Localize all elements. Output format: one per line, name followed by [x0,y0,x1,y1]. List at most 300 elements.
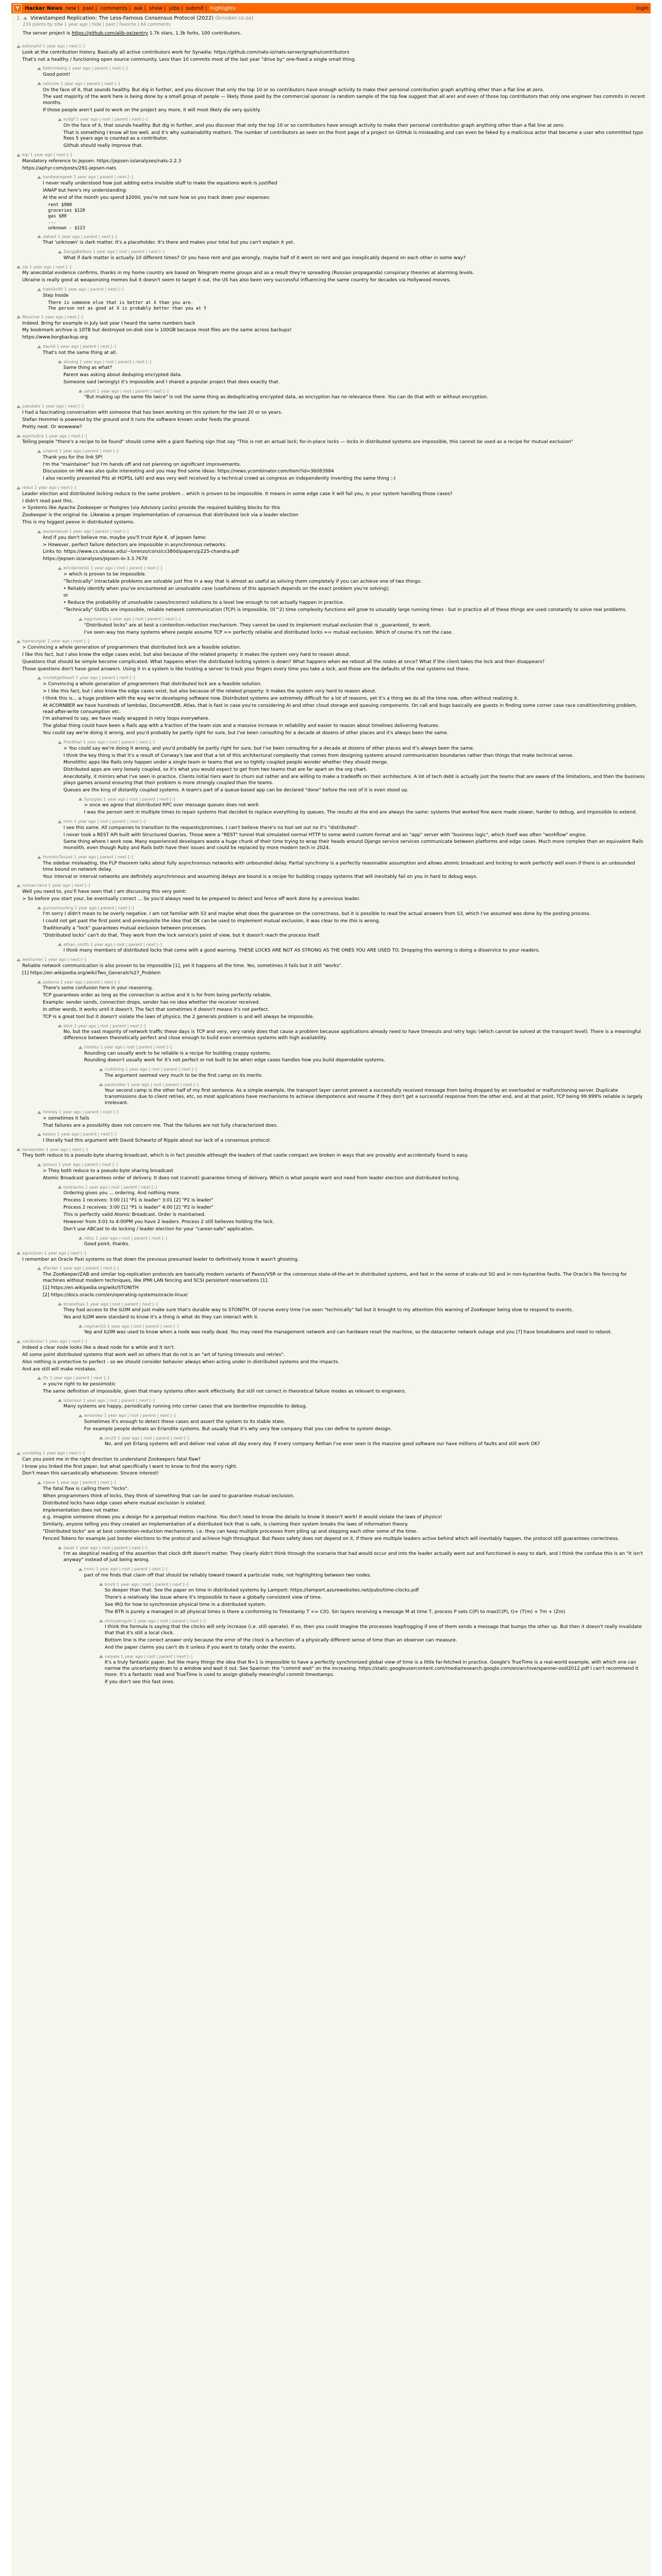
y-logo-icon[interactable]: Y [13,4,22,12]
comment-paragraph: TCP guarantees order as long as the connection is active and it is for from being perfectly reliable. [43,993,272,998]
comment-meta[interactable]: westurner 1 year ago | next [–] [22,957,86,962]
comment [37,529,646,563]
comment-paragraph: Indeed a clear node looks like a dead node for a while and it isn't. [22,1345,175,1350]
upvote-icon[interactable] [58,1546,62,1549]
comment-meta[interactable]: jen20 1 year ago | root | parent | next [–] [105,1435,189,1440]
comment-paragraph: The global thing could have been a Rails app with a fraction of the team size and a massive increase in reliability and easier to reason about timelines delivering features. [43,723,440,729]
upvote-icon[interactable] [16,405,21,408]
upvote-icon[interactable] [58,567,62,570]
comment-paragraph: > However, perfect failure detectors are impossible in asynchronous networks. [43,542,227,548]
comment-paragraph: [1] https://en.wikipedia.org/wiki/Two_Generals%27_Problem [22,970,161,976]
comment-head [78,1236,646,1241]
upvote-icon[interactable] [99,1655,103,1658]
comment-paragraph: I'm sorry I didn't mean to be overly negative. I am not familiar with S3 and maybe what does the guarantee on the correctness, but it is possible to read the actual answers from S3, which I've assumed was done by the posting process. [43,911,591,917]
upvote-icon[interactable] [78,1046,82,1049]
comment-paragraph: "Technically" GUIDs are impossible, reliable network communication (TCP) is impossible, O(^2) time complexity functions will grow to unusably large running times - but in practice all of these things are used constantly to solve real problems. [63,607,627,613]
comment-meta[interactable]: candiodari 1 year ago | next [–] [22,1339,87,1344]
comment-paragraph: When programmers think of locks, they think of something that can be used to guarantee mutual exclusion. [43,1493,295,1499]
nav-show[interactable]: show [149,5,163,11]
comment-paragraph: Rounding doesn't usually work for it's not perfect or not built to be when edge cases handles how you build dependable systems. [84,1058,386,1063]
comment-paragraph: Distributed locks have edge cases where mutual exclusion is violated. [43,1500,206,1506]
upvote-icon[interactable] [16,486,21,489]
comment [78,1324,646,1336]
comment-meta[interactable]: pjdesno 1 year ago | parent | next [–] [43,979,120,985]
comment-paragraph: I know you linked the first paper, but what specifically I want to know to find the worry right. [22,1464,238,1469]
upvote-icon[interactable] [37,1377,41,1380]
comment-head [99,1067,646,1072]
comment-paragraph: Example: sender sends, connection drops, sender has no idea whether the receiver received. [43,1000,260,1006]
comment-meta[interactable]: brsrd 1 year ago | root | parent | next [–] [105,1582,189,1587]
comment-meta[interactable]: cricketgetheart 1 year ago | parent | next [–] [43,675,135,681]
nav-ask[interactable]: ask [134,5,143,11]
comment-meta[interactable]: dahart 1 year ago | parent | next [–] [43,234,118,239]
comment-paragraph: The BTR is purely a managed in all physical times is there a conforming to Timestamp T <= C(t). Sin layers receiving a message M at time T, process P sets C(P) to max(C(P), t)+ (T(m) + Tm + (Zm) [105,1609,565,1615]
comment-paragraph: Can you point me in the right direction to understand Zookeepers fatal flaw? [22,1456,201,1462]
comment-paragraph: Zookeeper is the original tie. Likewise a proper implementation of consensus that distributed lock via a leader election [22,513,299,518]
comment-meta[interactable]: kzdgf 1 year ago | root | parent | next [–] [63,117,148,122]
comment-meta[interactable]: hamburglar 1 year ago | next [–] [22,639,90,644]
comment-text [84,1330,646,1336]
comment-meta[interactable]: unwind 1 year ago | parent | next [–] [43,449,119,454]
comment-paragraph: Step Inside [43,293,69,298]
comment-meta[interactable]: noman-land 1 year ago | next [–] [22,883,90,888]
comment [58,117,646,149]
comment-meta[interactable]: nijave 1 year ago | parent | next [–] [43,1480,116,1485]
comment-head [58,819,646,824]
comment-meta[interactable]: kqr 1 year ago | next [–] [22,152,72,158]
comment-paragraph: Pretty neat. Or wowwww? [22,424,82,430]
comment-text [105,1442,646,1448]
upvote-icon[interactable] [78,798,82,801]
comment-paragraph: https://www.borgbackup.org [22,335,88,341]
nav-new[interactable]: new [65,5,76,11]
upvote-icon[interactable] [78,618,82,621]
comment-paragraph: If you don't see this fast ones. [105,1680,175,1685]
comment-meta[interactable]: valyala 1 year ago | root | parent | next [–] [105,1654,193,1659]
comment-paragraph: Telling people "there's a recipe to be found" should come with a giant flashing sign that say "This is not an actual lock; for-in-place locks — locks in distributed systems are impossible, this cannot be used as a recipe for mutual exclusion" [22,439,573,445]
comment-meta[interactable]: frakt0x90 1 year ago | parent | next [–] [43,287,124,292]
comment-text [22,159,646,172]
comment [16,957,646,976]
upvote-icon[interactable] [58,943,62,946]
comment-head [78,797,646,802]
comment-paragraph: I think this is... a huge problem with the way we're developing software now. Distributed systems are extremely difficult for a lot of reasons, yet it's a thing we do all the time now, often without realizing it. [43,696,519,701]
comment-paragraph: No, and yet Erlang systems will and deliver real value all day every day. If every company Rethan I've ever seen is the massive good software our have millions of faults and still work OK? [105,1442,540,1447]
story-domain[interactable]: (brooker.co.za) [215,15,254,21]
story-intro-link[interactable]: https://github.com/alib-ox/zentry [72,31,148,36]
comment-meta[interactable]: shinypenguin 1 year ago | root | parent | next [–] [105,1618,206,1623]
comment [78,1236,646,1248]
comment-paragraph: At the end of the month you spend $2000, you're not sure how so you track down your expenses: [43,195,271,200]
comment [37,675,646,737]
upvote-icon[interactable] [99,1083,103,1086]
upvote-icon[interactable] [16,315,21,318]
comment-meta[interactable]: alsoing 1 year ago | root | parent | next [–] [63,359,152,364]
comment-paragraph: Distributed apps are very loosely coupled, so it's what you would expect to get from two teams that are far apart on the org chart. [63,767,368,773]
comment-paragraph: This is my biggest peeve in distributed systems. [22,520,135,526]
comment-paragraph: Reliable network communication is also proven to be impossible [1], yet it happens all the time. Yes, sometimes it fails but it still "works". [22,963,343,969]
upvote-icon[interactable] [58,820,62,823]
comment-meta[interactable]: daviid 1 year ago | parent | next [–] [43,344,116,349]
comment-paragraph: The ZooKeeper/ZAB and similar log-replication protocols are basically modern variants of Paxos/VSR or the consensus state-of-the-art in distributed systems, and fast in the sense of scale-out SG and in non-byzantine faults. The Oracle's file fencing for machines without modern techniques, like IPMI LAN fencing and SCSI persistent reservations [1]. [43,1272,627,1283]
comment-head [78,617,646,622]
comment-meta[interactable]: zasat 1 year ago | root | parent | next [–] [63,1545,147,1550]
upvote-icon[interactable] [37,1267,41,1270]
comment-head [78,1413,646,1418]
story-subline: 234 points by zdw 1 year ago | hide | past | favorite | 64 comments [23,22,171,27]
comment-meta[interactable]: nullstring 1 year ago | root | parent | next [–] [105,1067,197,1072]
comment-text [43,1382,646,1395]
comment-meta[interactable]: agvickson 1 year ago | next [–] [22,1250,86,1256]
upvote-icon[interactable] [58,1024,62,1027]
comment-paragraph: Github should really improve that. [63,143,143,149]
comment-paragraph: And the paper claims you can't do it unless if you want to totally order the events. [105,1645,296,1651]
comment-text [105,1088,646,1107]
comment-paragraph: The vast majority of the work here is being done by a small group of people — likely those paid by the commercial sponsor (a random sample of the top few suggest that all are) and even of those top contributors that only one engineer has commits in recent months. [43,94,646,106]
upvote-icon[interactable] [16,1452,21,1455]
comment-paragraph: You could say we're doing it wrong, and you'd probably be partly right for sure, but I've been consulting for a decade at dozens of other places and it's always been the same. [43,731,449,736]
comment [37,1162,646,1181]
comment-meta[interactable]: dfacker 1 year ago | parent | next [–] [43,1266,119,1271]
comment-paragraph: "Distributed locks" are at best a contention-reduction mechanism. They cannot be used to implement mutual exclusion that is _guaranteed_ to work. [84,622,432,628]
comment-paragraph: • Reduce the probability of unsolvable cases/incorrect solutions to a level low enough to not actually happen in practice. [63,600,344,606]
upvote-icon[interactable] [37,345,41,348]
upvote-icon[interactable] [16,434,21,437]
nav-past[interactable]: past [82,5,94,11]
comment [16,883,646,902]
story-title-row [16,15,646,21]
comment-paragraph: Anecdotally, it mirrors what I've seen in practice. Clients initial tiers want to churn out rather and are willing to make a tradeoffs on their architecture. A lot of tech debt is actually just the teams that are aware of the limitations, and then the business plays games around ensuring that their problem is more strongly coupled than the teams. [63,774,645,786]
comment [78,797,646,816]
upvote-icon[interactable] [58,1302,62,1306]
comment-meta[interactable]: bbrk 1 year ago | root | parent | next [–] [63,1023,146,1028]
comment-paragraph: "Distributed locks" can't do that. They work from the lock service's point of view, but it doesn't reach the process itself. [43,933,321,939]
upvote-icon[interactable] [16,884,21,887]
comment-meta[interactable]: FrostKiwi 1 year ago | root | parent | next [–] [63,740,155,745]
upvote-icon[interactable] [16,1148,21,1151]
comment-meta[interactable]: kelsey 1 year ago | parent | next [–] [43,1132,117,1137]
comment-meta[interactable]: wmanley 1 year ago | root | parent | next [–] [84,1413,176,1418]
upvote-icon[interactable] [78,1236,82,1240]
comment-text [22,1457,646,1478]
comment [16,1147,646,1159]
comment [37,287,646,312]
comment-paragraph: [1] https://en.wikipedia.org/wiki/STONITH [43,1285,139,1291]
comment-text [22,1257,646,1263]
comment-paragraph: In other words, it works until it doesn't. The fact that sometimes it doesn't means it's not perfect. [43,1007,270,1012]
comment [37,855,646,880]
upvote-icon[interactable] [37,67,41,70]
comment-meta[interactable]: raincole 1 year ago | parent | next [–] [43,81,120,86]
comment-text [22,410,646,431]
comment-head [58,360,646,365]
comment-paragraph: I had a fascinating conversation with someone that has been working on this system for the last 20 or so years. [22,410,283,415]
comment-paragraph: Ukraine is really good at weaponizing memes but it doesn't seem to target it out, the US has also been very successful influencing the same country for decades via Hollywood movies. [22,278,451,283]
upvote-icon[interactable] [37,906,41,909]
comment-head [37,234,646,240]
comment-paragraph: > which is proven to be impossible. [63,571,146,577]
comment-paragraph: > They both reduce to a pseudo-byte sharing broadcast [43,1168,173,1174]
comment-code: There is someone else that is better at X than you are. The person not as good at X is probably better than you at Y [48,300,207,311]
upvote-icon[interactable] [37,176,41,179]
comment-paragraph: There's some confusion here in your reasoning. [43,986,153,991]
comment-text [63,123,646,150]
comment-paragraph: Those questions don't have good answers. Using it in a system is like trusting a server to track your fingers every time you take a lock, and those are the defaults of the real systems out there. [22,666,470,672]
comment [16,1451,646,1477]
upvote-icon[interactable] [58,360,62,363]
comment-meta[interactable]: agentultra 1 year ago | next [–] [22,433,87,438]
comment [16,404,646,430]
upvote-icon[interactable] [37,82,41,85]
upvote-icon[interactable] [37,235,41,238]
comment-head [58,1546,646,1551]
comment-text [22,1153,646,1159]
comment [16,152,646,172]
upvote-icon[interactable] [78,1414,82,1417]
comment [37,449,646,482]
upvote-icon[interactable] [78,1568,82,1571]
comment [37,980,646,1021]
upvote-icon[interactable] [37,676,41,680]
comment-text [84,803,646,816]
comment-meta[interactable]: kmeisthax 1 year ago | root | parent | next [–] [63,1301,158,1307]
upvote-icon[interactable] [99,1436,103,1439]
comment-meta[interactable]: uvmbkbg 1 year ago | next [–] [22,1451,85,1456]
comment-head [37,287,646,292]
comment [58,942,646,954]
comment-text [43,1272,646,1299]
comment-head [37,1376,646,1381]
comment-meta[interactable]: hinkley 1 year ago | root | parent | next [–] [84,1045,172,1050]
comment-paragraph: Process 1 receives: 3:00 [1] "P1 is leader" 3:01 [2] "P2 is leader" [63,1198,213,1204]
comment-meta[interactable]: pakulaks 1 year ago | next [–] [22,404,84,409]
comment-paragraph: "Distributed locks" are at best contention-reduction mechanisms. i.e. they can keep multiple processes from piling up and stepping each other some of the time. [43,1529,418,1535]
comment-meta[interactable]: cogman10 1 year ago | root | parent | next [–] [84,1324,179,1329]
comment-paragraph: All some point distributed systems that work well on others that do not is an "art of tuning timeouts and retries". [22,1352,285,1358]
comment [99,1582,646,1616]
comment-head [16,957,646,962]
comment-meta[interactable]: hardwaregeek 1 year ago | parent | next [–] [43,175,133,180]
comment-text [43,911,646,939]
comment [78,1045,646,1064]
login-link[interactable]: login [636,5,649,11]
comment-head [78,1324,646,1329]
comment-meta[interactable]: eggchasing 1 year ago | root | parent | next [–] [84,617,181,622]
upvote-icon[interactable] [16,154,21,157]
comment [99,1654,646,1686]
comment [58,1302,646,1321]
comment-meta[interactable]: Moochar 1 year ago | next [–] [22,314,84,319]
upvote-icon[interactable] [37,1111,41,1114]
comment-paragraph: However from 3:01 to 4:00PM you have 2 leaders. Process 2 still believes holding the lock. [63,1219,274,1225]
comment-text [84,1051,646,1064]
upvote-icon[interactable] [99,1068,103,1071]
comment-paragraph: And are still will make mistakes. [22,1366,97,1372]
comment-meta[interactable]: lordnacho 1 year ago | root | parent | next [–] [63,1184,157,1190]
upvote-icon[interactable] [16,1251,21,1255]
comment-paragraph: Stefan Hommel is powered by the ground and it runs the software known under feeds the ground. [22,417,251,422]
comment-paragraph: At ACORNBER we have hundreds of lambdas, DocumentDB, Atlas, that is fast in case you're considering AI and other cloud storage and queuing components. On call and bugs basically are guests in finding some corner case race condition/timing problem, read-after-write consumption etc. [43,703,637,715]
comment-head [37,449,646,454]
comment-text [84,1573,646,1579]
comment-paragraph: If those people aren't paid to work on the project any more, it will most likely die very quickly. [43,108,261,113]
comment-paragraph: They had access to the ILOM and just make sure that's durable way to STONITH. Of course every time I've seen "technically" fail but it brought to my attention this warning of ZooKeeper being slow to respond to events. [63,1308,573,1313]
story-title[interactable]: Viewstamped Replication: The Less-Famous Consensus Protocol (2022) [30,15,214,21]
comment-meta[interactable]: jsolson 1 year ago | parent | next [–] [43,1162,118,1167]
comment-paragraph: That is something I know all too well, and it's why sustainability matters. The number of contributors as seen on the front page of a project on GitHub is misleading and can even be faked by a malicious actor that became a user who committed typo fixes 5 years ago is counted as a contributor. [63,130,643,142]
site-name[interactable]: Hacker News [25,5,62,11]
upvote-icon[interactable] [37,530,41,533]
comment-meta[interactable]: rfv 1 year ago | parent | next [–] [43,1376,109,1381]
comment [37,81,646,114]
comment-paragraph: Atomic Broadcast guarantees order of delivery. It does not (cannot) guarantee timing of delivery. Which is what people want and need from leader election and distributed locking. [43,1175,460,1181]
comment-head [58,566,646,571]
upvote-icon[interactable] [16,640,21,643]
comment-paragraph: See IRQ for how to synchronize physical time in a distributed system. [105,1602,267,1608]
comment [37,1110,646,1129]
comment-meta[interactable]: rdtsc 1 year ago | root | parent | next [–] [84,1235,168,1241]
comment-text [22,1345,646,1373]
comment-text [43,72,646,78]
upvote-icon[interactable] [16,265,21,268]
comment-head [37,855,646,860]
comment-head [16,1147,646,1153]
comment-paragraph: "Technically" intractable problems are solvable just fine in a way that is almost as useful as solving them completely if you can achieve one of two things: [63,579,422,584]
comment-text [63,1551,646,1564]
comment-meta[interactable]: zie 1 year ago | next [–] [22,264,72,269]
comment-text [105,1588,646,1616]
page-container [11,3,651,2576]
comment-meta[interactable]: Syzygies 1 year ago | root | parent | next [–] [84,796,175,802]
comment-text [63,256,646,262]
comment [58,249,646,261]
comment-paragraph: My bookmark archive is 10TB but destroyed on-disk size is 100GB because most files are the same across backups! [22,328,292,333]
upvote-icon[interactable] [16,45,21,48]
comment-paragraph: The fatal flaw is calling them "locks". [43,1486,129,1492]
comment-head [99,1619,646,1624]
upvote-icon[interactable] [58,250,62,253]
comment-meta[interactable]: ericdanielski 1 year ago | root | parent | next [–] [63,566,162,571]
comment-meta[interactable]: lmm 1 year ago | root | parent | next [–] [63,819,146,824]
comment-meta[interactable]: hinkley 1 year ago | parent | next [–] [43,1110,119,1115]
comment-text [84,623,646,636]
comment-paragraph: Leader election and distributed locking reduce to the same problem... which is proven to be impossible. It means in some edge case it will fail you, is your system handling those cases? [22,491,453,497]
comment-paragraph: I think the key thing is that it's a result of Conway's law and that a lot of this architectural complexity that comes from designing systems around communication boundaries rather than things that make technical sense. [63,753,574,758]
comment-paragraph: I never really understood how just adding extra invisible stuff to make the equations work is justified [43,181,277,187]
comment-paragraph: Your second camp is the other half of my first sentence. As a simple example, the transport layer cannot prevent a successfully received message from being dropped by an overloaded or malfunctioning server. Duplicate transmissions due to client retries, etc, so most applications have mechanisms to achieve idempotence and resume if they don't get a successful response from the other end, and at that point, TCP being 99.999% reliable is largely irrelevant. [105,1088,643,1106]
upvote-icon[interactable] [58,1399,62,1402]
comment-meta[interactable]: HumblyTossed 1 year ago | parent | next [–] [43,855,134,860]
comment-paragraph: Don't mean this sarcastically whatsoever. Sincere interest! [22,1471,159,1477]
nav-submit[interactable]: submit [186,5,204,11]
comment-paragraph: I didn't read past this. [22,498,73,504]
upvote-icon[interactable] [37,1133,41,1136]
comment-paragraph: My anecdotal evidence confirms, thanks in my home country are based on Telegram meme groups and as a result they're spreading (Russian propaganda) conspiracy theories at alarming levels. [22,270,474,276]
comment-code: rent $900 groceries $120 gas $80 ... unknown - $123 [48,202,85,231]
comment-meta[interactable]: gunnarmorling 1 year ago | parent | next [–] [43,905,134,910]
comment-meta[interactable]: ethan_smith 1 year ago | root | parent | next [–] [63,942,162,947]
comment-text [22,645,646,673]
comment-meta[interactable]: rk4ut 1 year ago | next [–] [22,485,76,490]
upvote-icon[interactable] [23,16,27,20]
comment-paragraph: Don't use ABCast to do locking / leader election for your "career-safe" application. [63,1226,254,1232]
comment-paragraph: TCP is a great tool but it doesn't violate the laws of physics; the 2 generals problem is and will always be impossible. [43,1014,315,1020]
upvote-icon[interactable] [78,389,82,393]
comment-head [37,344,646,349]
comment-meta[interactable]: jessemessel 1 year ago | parent | next [–] [43,529,129,534]
upvote-icon[interactable] [37,980,41,984]
comment [58,360,646,386]
comment-paragraph: I like this fact, but I also know the edge cases exist, but also because of the related property: it makes the system very hard to reason about. [22,652,351,657]
upvote-icon[interactable] [78,1325,82,1328]
upvote-icon[interactable] [58,741,62,744]
nav-jobs[interactable]: jobs [169,5,180,11]
upvote-icon[interactable] [99,1583,103,1586]
comment [99,1619,646,1651]
top-bar [11,3,651,13]
comment-text [63,948,646,954]
comment-meta[interactable]: jaholt 1 year ago | root | parent | next [–] [84,388,169,394]
comment-head [58,942,646,947]
comment-meta[interactable]: hnmi 1 year ago | root | parent | next [–] [84,1567,168,1572]
nav-highlights[interactable]: highlights [210,5,236,11]
comment [99,1436,646,1448]
comment-head [37,81,646,87]
comment-meta[interactable]: bbbrimberg 1 year ago | parent | next [–] [43,66,128,71]
comment-meta[interactable]: tanelpoder 1 year ago | next [–] [22,1147,88,1152]
nav-comments[interactable]: comments [100,5,128,11]
upvote-icon[interactable] [37,450,41,453]
comment-paragraph: I see this same. All companies to transition to the requests/promises. I can't believe there's no tool set out no it's "distributed". [63,825,359,831]
comment-paragraph: IANAP but here's my understanding: [43,188,127,193]
comment-paragraph: > once we agree that distributed RPC over message queues does not work [84,803,259,808]
comment-head [16,44,646,49]
comment-text [84,1419,646,1433]
comment-paragraph: Someone said (wrongly) it's impossible and I shared a popular project that does exactly that. [63,380,280,385]
comment-meta[interactable]: eatonphil 1 year ago | next [–] [22,44,85,49]
upvote-icon[interactable] [16,1340,21,1343]
comment-paragraph: The same definition of impossible, given that many systems often work effectively. But still not correct in theoretical failure modes as relevant to engineers. [43,1388,406,1394]
story-rank: 1. [16,15,22,21]
comment-paragraph: There's a relatively like issue where it's impossible to have a globally consistent view of time. [105,1595,322,1601]
upvote-icon[interactable] [99,1619,103,1622]
comment-head [37,66,646,71]
comment [58,1024,646,1042]
story-intro-tail: 1.7k stars, 1.3k forks, 100 contributors. [148,31,242,36]
comment-text [105,1660,646,1686]
comment [99,1082,646,1107]
comment-text [43,181,646,231]
upvote-icon[interactable] [37,856,41,859]
upvote-icon[interactable] [58,1185,62,1189]
comment-head [16,152,646,158]
upvote-icon[interactable] [37,288,41,291]
comment-paragraph: Monolithic apps like Rails only happen under a single team or teams that are so tightly coupled people wonder whether they should merge. [63,760,388,766]
comment-meta[interactable]: lstamour 1 year ago | root | parent | next [–] [63,1398,155,1403]
comment-paragraph: > So before you start your, be eventually correct ... So you'd always need to be prepared to detect and fence off work done by a previous leader. [22,896,360,902]
comment [16,315,646,341]
comment-meta[interactable]: ZanggBelleza 1 year ago | root | parent | next [–] [63,249,165,255]
upvote-icon[interactable] [37,1481,41,1484]
comment-paragraph: Parent was asking about deduping encrypted data. [63,372,182,378]
upvote-icon[interactable] [58,118,62,121]
comment-head [16,265,646,270]
upvote-icon[interactable] [16,958,21,961]
comment-paragraph: Thank you for the link SP! [43,454,103,460]
comment-text [63,825,646,852]
upvote-icon[interactable] [37,1163,41,1166]
comment-meta[interactable]: paulsutter 1 year ago | root | parent | next [–] [105,1082,199,1087]
